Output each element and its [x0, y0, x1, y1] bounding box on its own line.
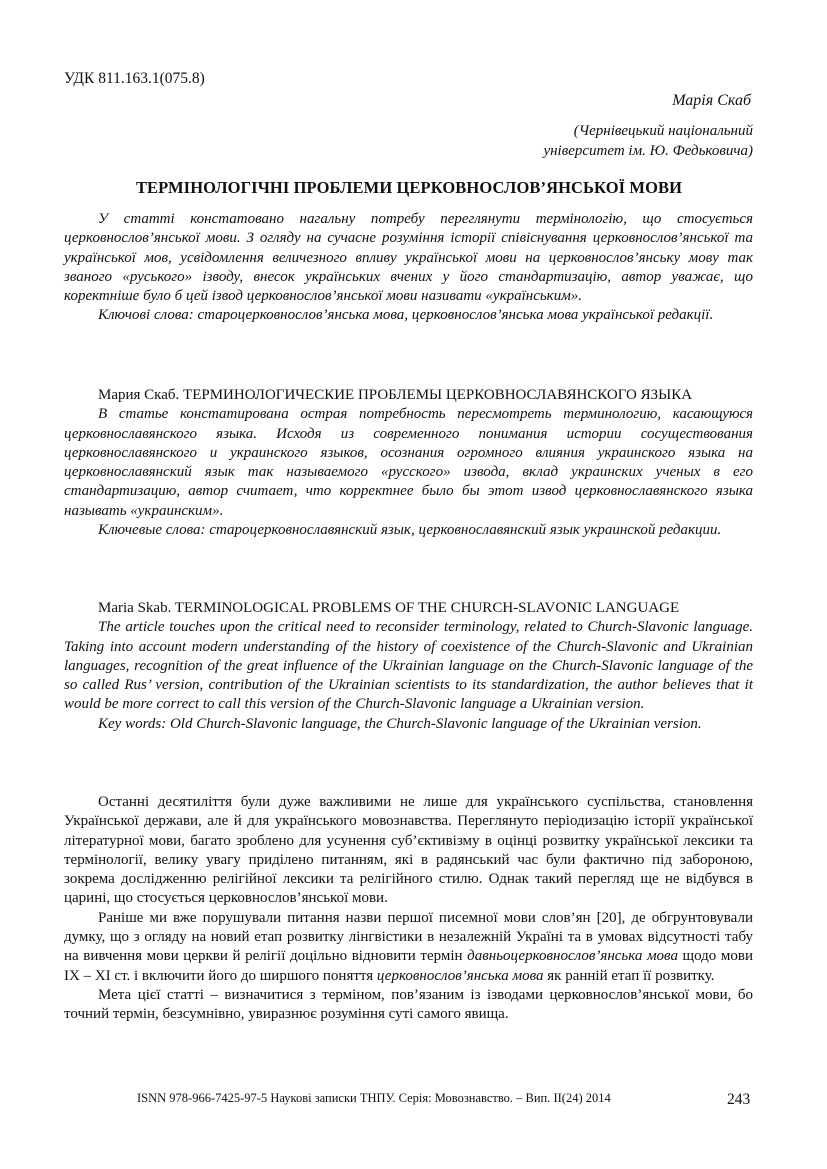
- abstract-uk-keywords: Ключові слова: староцерковнослов’янська мова, церковнослов’янська мова української редакції.: [98, 307, 714, 324]
- author-affiliation: [543, 121, 753, 161]
- abstract-english: [64, 599, 753, 734]
- term-church-slavonic: церковнослов’янська мова: [376, 967, 544, 984]
- abstract-uk-text: У статті констатовано нагальну потребу переглянути термінологію, що стосується церковнослов’янської мови. З огляду на сучасне розуміння історії співіснування церковнослов’янської та української мов, усвідомлення величезного впливу української мови на церковнослов’янську мову так званого «руського» ізводу, внесок українських вчених у його стандартизацію, автор уважає, що коректніше було б цей ізвод церковнослов’янської мови називати «українським».: [64, 211, 753, 305]
- udk-code: УДК 811.163.1(075.8): [64, 70, 205, 87]
- body-p2-part-a: Раніше ми вже порушували питання назви першої писемної мови слов’ян [20], де обгрунтовували думку, що з огляду на новий етап розвитку лінгвістики в незалежній Україні та в умовах відсутності табу на вивчення мови церкви й релігії доцільно відновити термін: [64, 909, 753, 965]
- affiliation-line-1: (Чернівецький національний: [573, 123, 753, 139]
- body-paragraph-3: Мета цієї статті – визначитися з терміном, пов’язаним із ізводами церковнослов’янської мови, бо точний термін, безсумнівно, увиразнює розуміння суті самого явища.: [64, 986, 753, 1023]
- abstract-en-text: The article touches upon the critical need to reconsider terminology, related to Church-Slavonic language. Taking into account modern understanding of the history of coexistence of the Church-Slavonic and Ukrainian languages, recognition of the great influence of the Ukrainian language on the Church-Slavonic language of the so called Rus’ version, contribution of the Ukrainian scientists to its standardization, the author believes that it would be more correct to call this version of the Church-Slavonic language a Ukrainian version.: [64, 619, 753, 713]
- article-body: [64, 793, 753, 1025]
- footer-journal-info: ISNN 978-966-7425-97-5 Наукові записки ТНПУ. Серія: Мовознавство. – Вип. ІІ(24) 2014: [137, 1091, 611, 1105]
- body-paragraph-1: Останні десятиліття були дуже важливими не лише для українського суспільства, становлення Української держави, але й для українського мовознавства. Переглянуто періодизацію історії української літературної мови, багато зроблено для усунення суб’єктивізму в оцінці розвитку української лексики та термінології, велику увагу приділено питанням, які в радянський час були фактично під забороною, зокрема дослідженню релігійної лексики та релігійного стилю. Однак такий перегляд ще не відбувся в царині, що стосується церковнослов’янської мови.: [64, 794, 753, 907]
- abstract-russian: [64, 386, 753, 540]
- page-number: 243: [727, 1091, 751, 1108]
- abstract-ru-heading: Мария Скаб. ТЕРМИНОЛОГИЧЕСКИЕ ПРОБЛЕМЫ ЦЕРКОВНОСЛАВЯНСКОГО ЯЗЫКА: [98, 387, 693, 403]
- body-p2-part-c: як ранній етап її розвитку.: [543, 967, 715, 984]
- article-title: ТЕРМІНОЛОГІЧНІ ПРОБЛЕМИ ЦЕРКОВНОСЛОВ’ЯНСЬКОЇ МОВИ: [135, 178, 683, 197]
- affiliation-line-2: університет ім. Ю. Федьковича): [543, 143, 753, 159]
- abstract-en-keywords: Key words: Old Church-Slavonic language, the Church-Slavonic language of the Ukrainian version.: [98, 715, 702, 732]
- term-old-church-slavonic: давньоцерковнослов’янська мова: [467, 948, 678, 965]
- abstract-ukrainian: [64, 210, 753, 326]
- author-name: Марія Скаб: [672, 92, 751, 109]
- abstract-en-heading: Maria Skab. TERMINOLOGICAL PROBLEMS OF THE CHURCH-SLAVONIC LANGUAGE: [98, 600, 680, 616]
- body-p2-part-b: щодо мови IX – XI ст. і включити його до ширшого поняття: [64, 948, 753, 984]
- abstract-ru-keywords: Ключевые слова: староцерковнославянский язык, церковнославянский язык украинской редакции.: [98, 522, 722, 539]
- abstract-ru-text: В статье констатирована острая потребность пересмотреть терминологию, касающуюся церковнославянского языка. Исходя из современного понимания истории сосуществования церковнославянского и украинского языков, осознания огромного влияния украинского языка на церковнославянский язык так называемого «русского» извода, вклад украинских ученых в его стандартизацию, автор считает, что корректнее было бы этот извод церковнославянского языка называть «украинским».: [64, 406, 753, 519]
- body-paragraph-2: [64, 909, 753, 986]
